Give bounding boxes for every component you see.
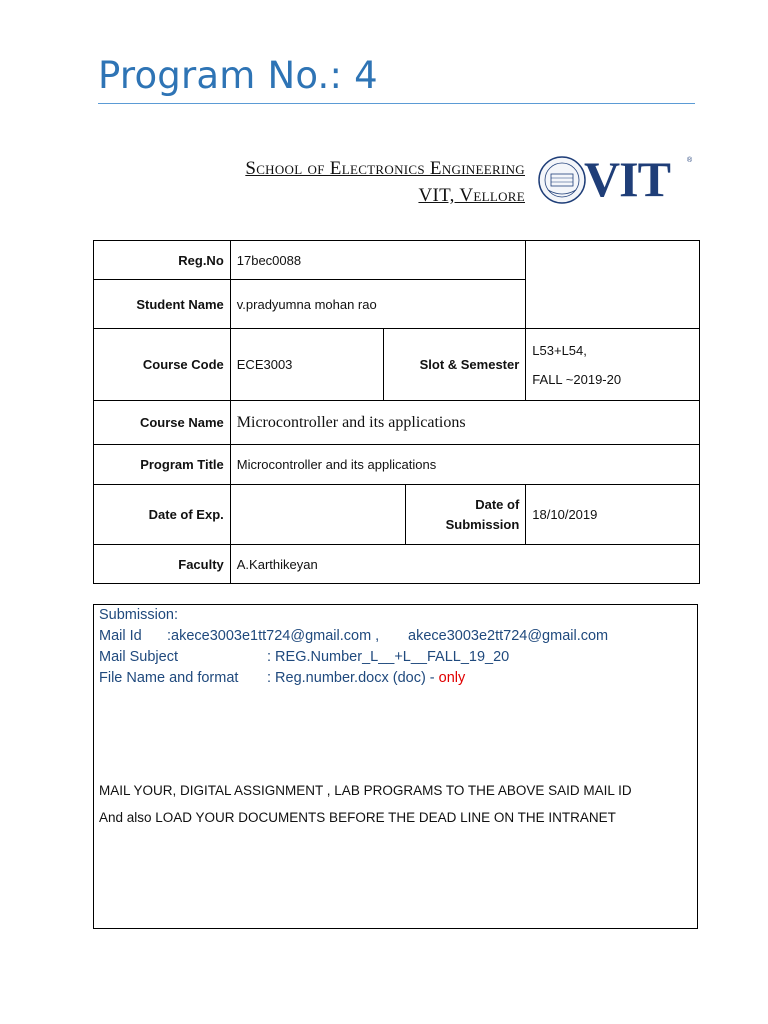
- reg-no-value: 17bec0088: [230, 241, 526, 280]
- date-submission-value: 18/10/2019: [526, 485, 700, 545]
- mail-instruction: MAIL YOUR, DIGITAL ASSIGNMENT , LAB PROGRAMS TO THE ABOVE SAID MAIL ID: [99, 783, 632, 798]
- student-info-table: [93, 240, 700, 584]
- date-exp-value: [230, 485, 406, 545]
- school-location: VIT, Vellore: [418, 185, 525, 206]
- mail-id-value-2: akece3003e2tt724@gmail.com: [408, 628, 609, 644]
- student-name-label: Student Name: [94, 280, 231, 329]
- mail-subject-label: Mail Subject: [99, 649, 178, 665]
- date-submission-label-line2: Submission: [445, 516, 520, 532]
- faculty-label: Faculty: [94, 545, 231, 584]
- course-code-label: Course Code: [94, 329, 231, 401]
- slot-semester-value: [526, 329, 700, 401]
- reg-no-label: Reg.No: [94, 241, 231, 280]
- mail-id-label: Mail Id: [99, 628, 142, 644]
- page-title: Program No.: 4: [98, 54, 378, 97]
- program-title-value: Microcontroller and its applications: [230, 445, 699, 485]
- faculty-value: A.Karthikeyan: [230, 545, 699, 584]
- program-title-label: Program Title: [94, 445, 231, 485]
- vit-logo: VIT: [584, 151, 670, 207]
- file-format-value: [267, 670, 465, 686]
- submission-heading: Submission:: [99, 607, 178, 623]
- slot-value: L53+L54,: [532, 342, 587, 358]
- title-divider: [98, 103, 695, 104]
- student-name-value: v.pradyumna mohan rao: [230, 280, 526, 329]
- file-format-label: File Name and format: [99, 670, 239, 686]
- date-exp-label: Date of Exp.: [94, 485, 231, 545]
- slot-semester-label: Slot & Semester: [384, 329, 526, 401]
- school-name: School of Electronics Engineering: [245, 158, 525, 179]
- file-format-text: : Reg.number.docx (doc) -: [267, 670, 435, 686]
- file-format-only: only: [438, 670, 466, 686]
- semester-value: FALL ~2019-20: [532, 371, 622, 387]
- date-submission-label-line1: Date of: [475, 496, 520, 512]
- intranet-instruction: And also LOAD YOUR DOCUMENTS BEFORE THE DEAD LINE ON THE INTRANET: [99, 810, 616, 825]
- school-heading: [245, 155, 525, 209]
- registered-mark: ®: [687, 157, 693, 164]
- mail-subject-value: : REG.Number_L__+L__FALL_19_20: [267, 649, 510, 665]
- photo-cell: [526, 241, 700, 329]
- date-submission-label: [406, 485, 526, 545]
- course-name-label: Course Name: [94, 401, 231, 445]
- course-name-value: Microcontroller and its applications: [230, 401, 699, 445]
- mail-id-value-1: :akece3003e1tt724@gmail.com ,: [167, 628, 380, 644]
- course-code-value: ECE3003: [230, 329, 384, 401]
